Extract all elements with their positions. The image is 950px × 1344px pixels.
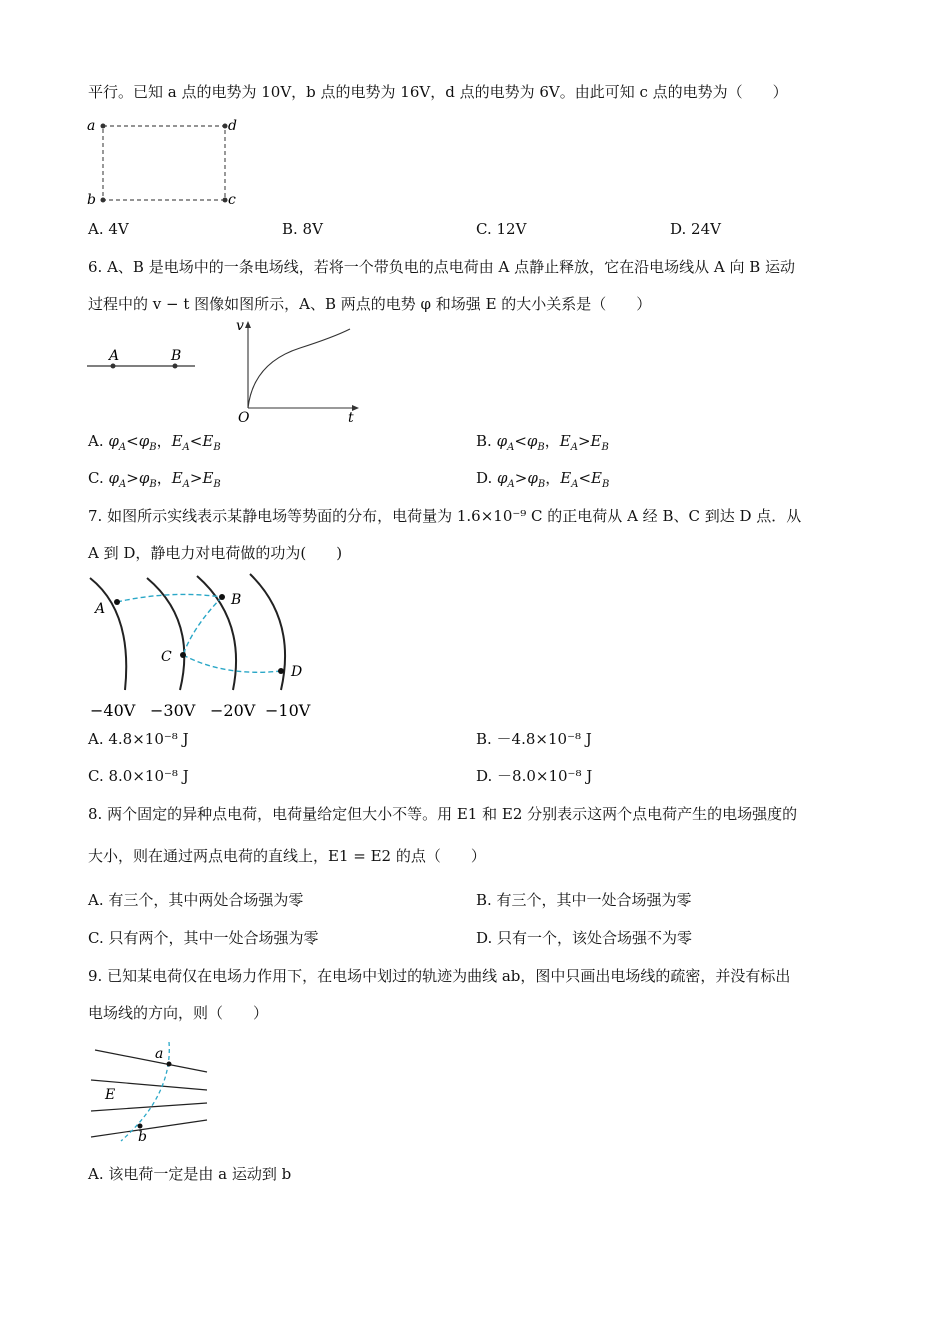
q6-stem-line1: 6. A、B 是电场中的一条电场线，若将一个带负电的点电荷由 A 点静止释放，它在沿电场线从 A 向 B 运动 bbox=[88, 258, 796, 276]
q5-option-b[interactable]: B. 8V bbox=[282, 220, 323, 238]
q8-stem-line1: 8. 两个固定的异种点电荷，电荷量给定但大小不等。用 E1 和 E2 分别表示这两个点电荷产生的电场强度的 bbox=[88, 805, 798, 823]
q9-field-lines-figure bbox=[85, 1040, 215, 1145]
q9-label-a: a bbox=[155, 1046, 164, 1062]
q6-label-B: B bbox=[171, 348, 182, 364]
q6-option-c[interactable]: C. $\varphi_A>\varphi_B$，$E_A>E_B$ bbox=[88, 469, 221, 490]
q5-label-b: b bbox=[87, 192, 96, 208]
q8-option-c[interactable]: C. 只有两个，其中一处合场强为零 bbox=[88, 929, 319, 947]
q6-option-a[interactable]: A. $\varphi_A<\varphi_B$，$E_A<E_B$ bbox=[88, 432, 221, 453]
q7-stem-line2: A 到 D，静电力对电荷做的功为( ) bbox=[88, 544, 343, 562]
q5-option-a[interactable]: A. 4V bbox=[88, 220, 129, 238]
q9-stem-line2: 电场线的方向，则（ ） bbox=[88, 1004, 269, 1022]
q9-option-a[interactable]: A. 该电荷一定是由 a 运动到 b bbox=[88, 1165, 292, 1183]
q5-label-d: d bbox=[228, 118, 237, 134]
q5-label-a: a bbox=[87, 118, 96, 134]
q7-option-a[interactable]: A. 4.8×10⁻⁸ J bbox=[88, 730, 189, 748]
q6-label-A: A bbox=[109, 348, 120, 364]
q7-potential-20: −20V bbox=[210, 701, 256, 720]
q6-axis-t: t bbox=[348, 410, 354, 426]
q9-label-E: E bbox=[105, 1087, 116, 1103]
q6-option-b[interactable]: B. $\varphi_A<\varphi_B$，$E_A>E_B$ bbox=[476, 432, 609, 453]
q6-stem-line2: 过程中的 v − t 图像如图所示，A、B 两点的电势 φ 和场强 E 的大小关系是（ ） bbox=[88, 295, 652, 313]
q6-axis-v: v bbox=[236, 318, 244, 334]
q7-label-C: C bbox=[161, 649, 172, 665]
q5-option-d[interactable]: D. 24V bbox=[670, 220, 721, 238]
q7-potential-40: −40V bbox=[90, 701, 136, 720]
q5-option-c[interactable]: C. 12V bbox=[476, 220, 527, 238]
q6-option-d[interactable]: D. $\varphi_A>\varphi_B$，$E_A<E_B$ bbox=[476, 469, 610, 490]
q7-label-A: A bbox=[95, 601, 106, 617]
q5-stem-line1: 平行。已知 a 点的电势为 10V，b 点的电势为 16V，d 点的电势为 6V。由此可知 c 点的电势为（ ） bbox=[88, 83, 788, 101]
q6-field-line-figure bbox=[85, 345, 205, 375]
q7-equipotential-figure bbox=[85, 572, 325, 722]
q6-origin-O: O bbox=[238, 410, 250, 426]
q8-option-b[interactable]: B. 有三个，其中一处合场强为零 bbox=[476, 891, 692, 909]
q7-label-B: B bbox=[231, 592, 242, 608]
q7-potential-10: −10V bbox=[265, 701, 311, 720]
q8-stem-line2: 大小，则在通过两点电荷的直线上，E1 = E2 的点（ ） bbox=[88, 847, 486, 865]
q9-label-b: b bbox=[138, 1129, 147, 1145]
q6-vt-graph bbox=[230, 318, 365, 426]
q8-option-d[interactable]: D. 只有一个，该处合场强不为零 bbox=[476, 929, 693, 947]
q7-option-b[interactable]: B. －4.8×10⁻⁸ J bbox=[476, 730, 592, 748]
q7-label-D: D bbox=[291, 664, 303, 680]
q5-label-c: c bbox=[228, 192, 236, 208]
q7-stem-line1: 7. 如图所示实线表示某静电场等势面的分布，电荷量为 1.6×10⁻⁹ C 的正电荷从 A 经 B、C 到达 D 点．从 bbox=[88, 507, 802, 525]
q7-option-d[interactable]: D. －8.0×10⁻⁸ J bbox=[476, 767, 593, 785]
q8-option-a[interactable]: A. 有三个，其中两处合场强为零 bbox=[88, 891, 304, 909]
q7-option-c[interactable]: C. 8.0×10⁻⁸ J bbox=[88, 767, 189, 785]
q7-potential-30: −30V bbox=[150, 701, 196, 720]
q5-rectangle-figure bbox=[85, 112, 245, 212]
q9-stem-line1: 9. 已知某电荷仅在电场力作用下，在电场中划过的轨迹为曲线 ab，图中只画出电场线的疏密，并没有标出 bbox=[88, 967, 791, 985]
